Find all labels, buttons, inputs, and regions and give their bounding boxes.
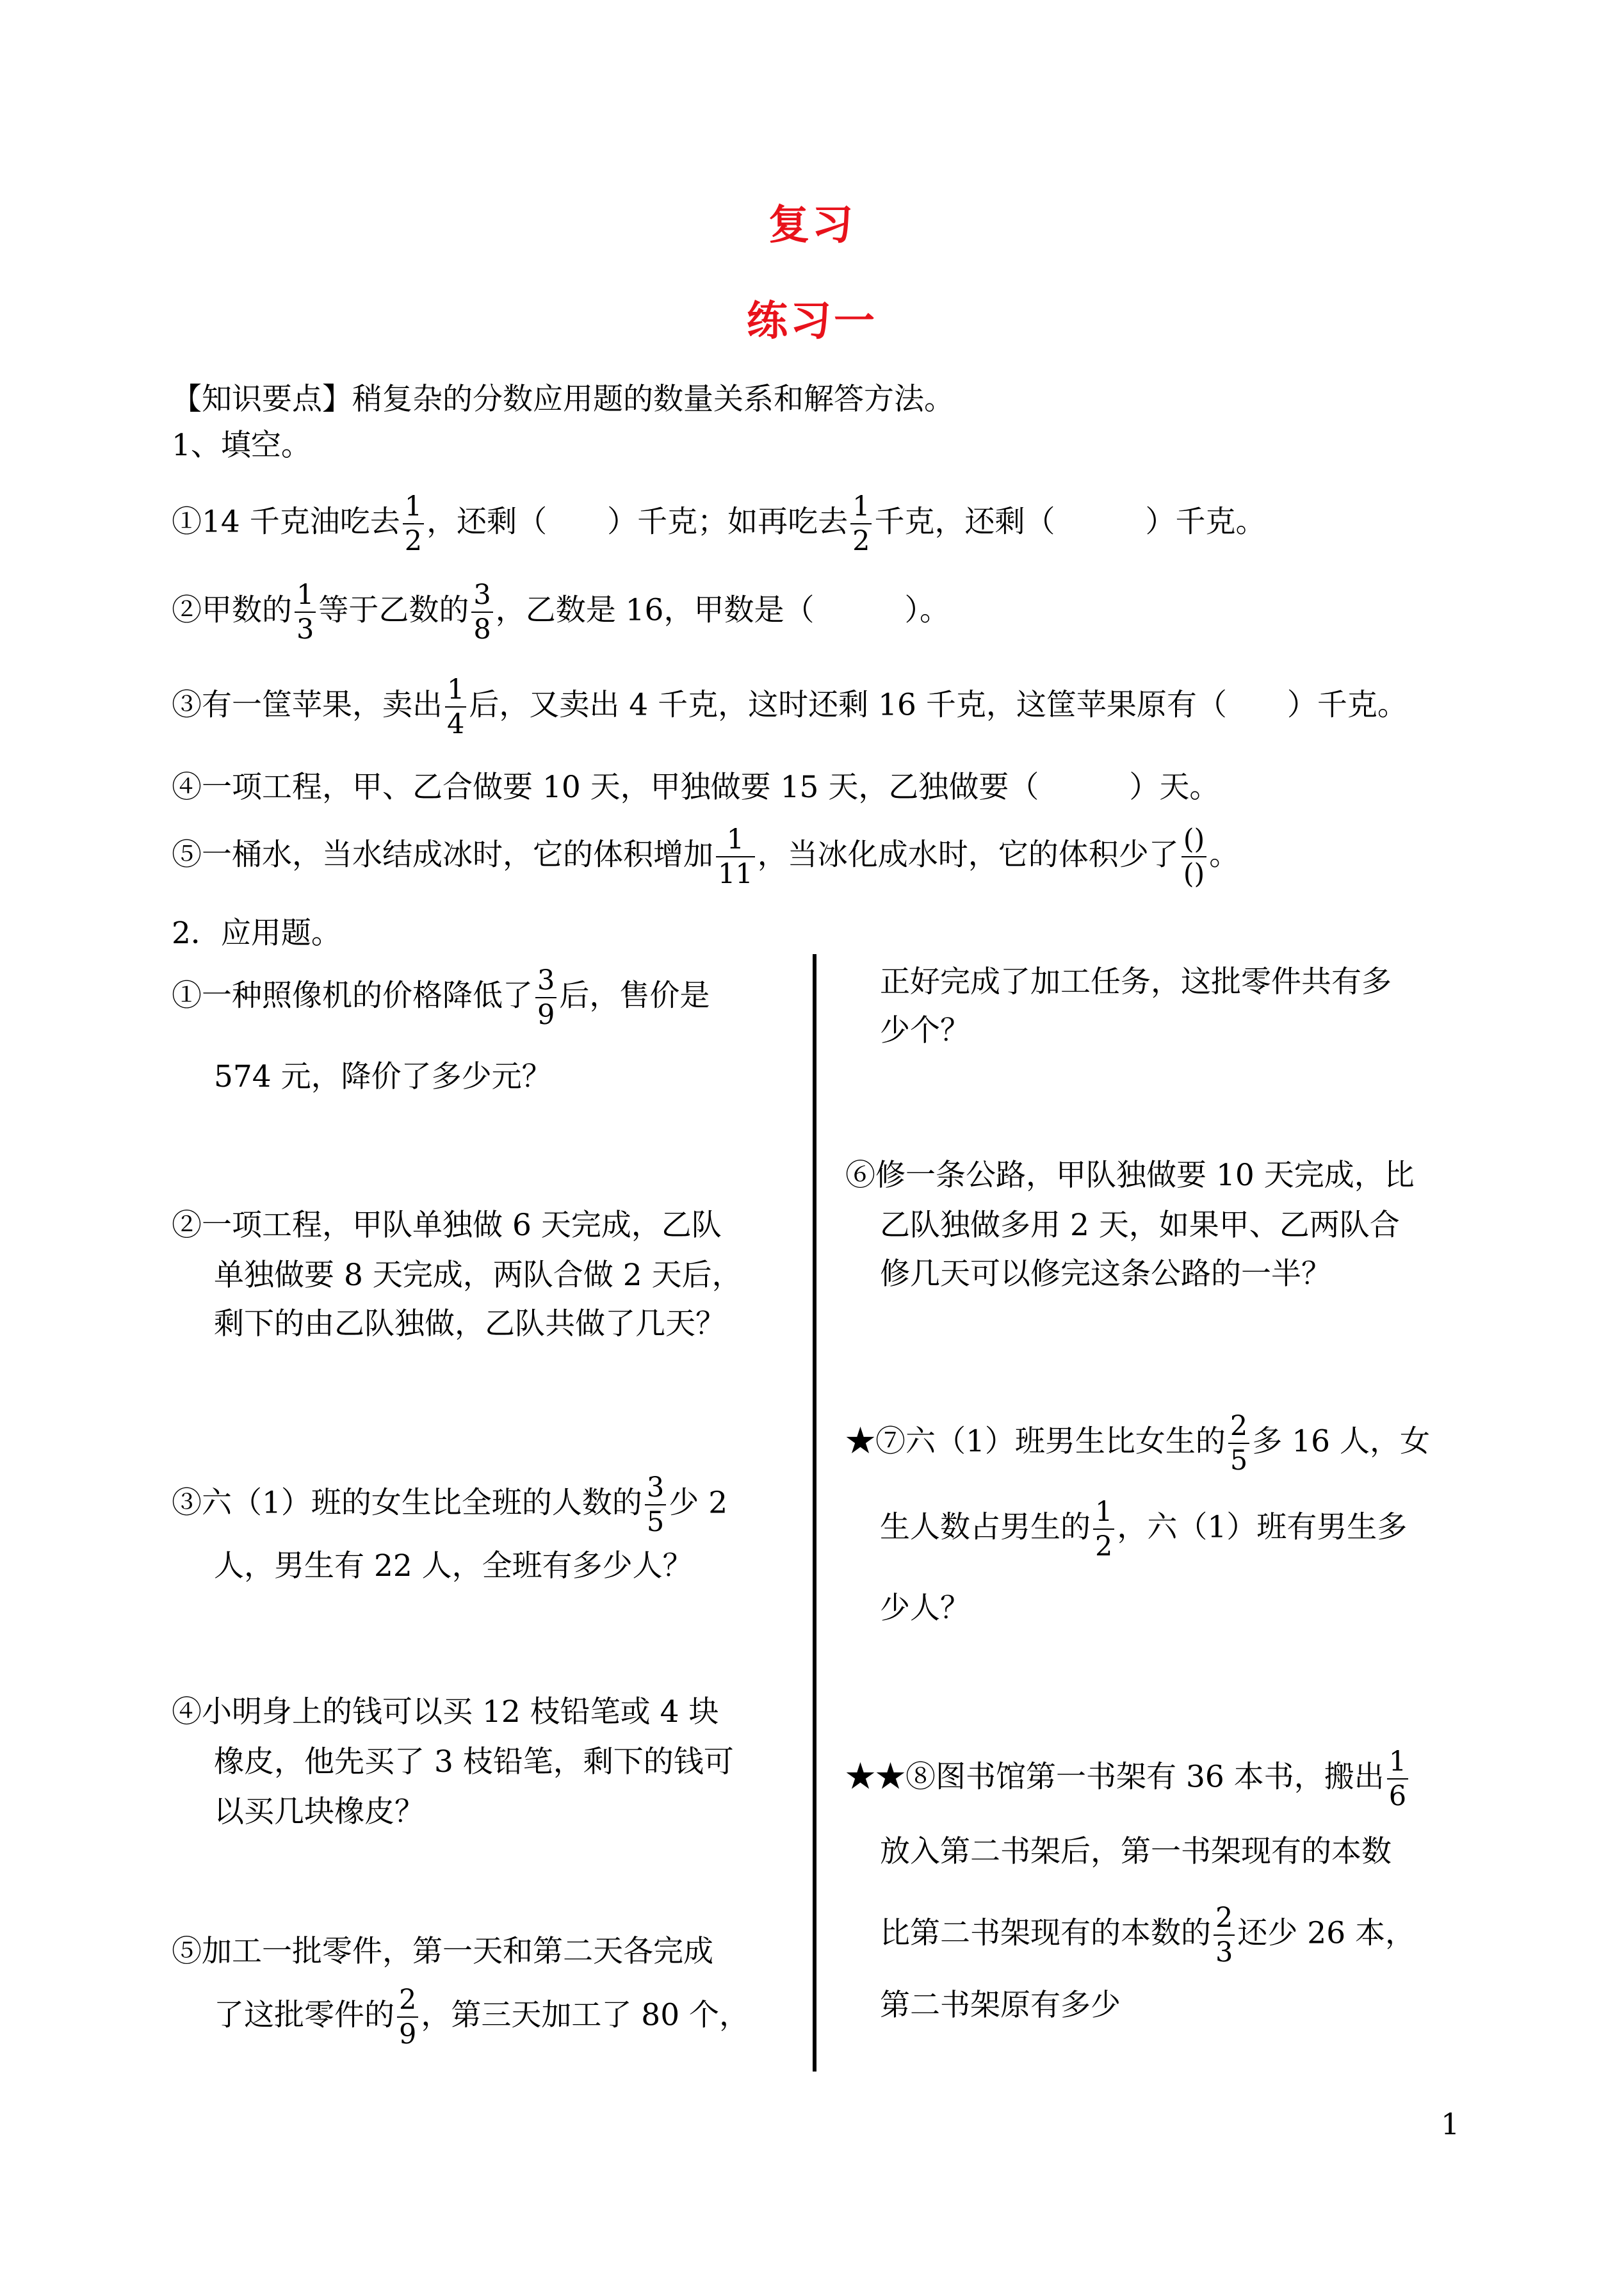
fraction: $\frac{1}{2}$ (1093, 1498, 1114, 1561)
column-divider (813, 954, 816, 2072)
section1-heading: 1、填空。 (172, 428, 311, 463)
problem-8-line4: 第二书架原有多少 (880, 1988, 1121, 2023)
knowledge-point: 【知识要点】稍复杂的分数应用题的数量关系和解答方法。 (172, 382, 954, 417)
fraction: $\frac{3}{8}$ (471, 581, 492, 644)
problem-2-line2: 单独做要 8 天完成，两队合做 2 天后， (214, 1258, 742, 1293)
fraction: $\frac{2}{5}$ (1228, 1413, 1249, 1475)
problem-4-line2: 橡皮，他先买了 3 枝铅笔，剩下的钱可 (214, 1744, 734, 1780)
problem-5-line1: ⑤加工一批零件，第一天和第二天各完成 (172, 1934, 713, 1969)
fraction: $\frac{3}{5}$ (645, 1474, 666, 1536)
problem-8-line1: ★★⑧图书馆第一书架有 36 本书，搬出 $\frac{1}{6}$ (845, 1748, 1411, 1810)
fill-q3: ③有一筐苹果，卖出 $\frac{1}{4}$ 后，又卖出 4 千克，这时还剩 16 千克，这筐苹果原有（ ）千克。 (172, 674, 1408, 740)
problem-5-line4: 少个？ (880, 1013, 970, 1048)
problem-8-line3: 比第二书架现有的本数的 $\frac{2}{3}$ 还少 26 本， (880, 1902, 1416, 1968)
problem-6-line1: ⑥修一条公路，甲队独做要 10 天完成，比 (845, 1158, 1415, 1193)
problem-8-line2: 放入第二书架后，第一书架现有的本数 (880, 1834, 1392, 1869)
problem-6-line2: 乙队独做多用 2 天，如果甲、乙两队合 (880, 1208, 1400, 1243)
section2-heading: 2．应用题。 (172, 916, 341, 951)
fraction: $\frac{3}{9}$ (535, 967, 556, 1029)
page-subtitle: 练习一 (747, 297, 877, 345)
fraction: $\frac{1}{2}$ (403, 493, 424, 555)
fraction: $\frac{2}{3}$ (1214, 1904, 1235, 1967)
page-number: 1 (1441, 2107, 1460, 2141)
fraction: $\frac{1}{11}$ (716, 826, 755, 888)
problem-4-line1: ④小明身上的钱可以买 12 枝铅笔或 4 块 (172, 1694, 719, 1730)
fill-q4: ④一项工程，甲、乙合做要 10 天，甲独做要 15 天，乙独做要（ ）天。 (172, 770, 1220, 805)
fraction: $\frac{()}{()}$ (1181, 826, 1207, 888)
problem-2-line1: ②一项工程，甲队单独做 6 天完成，乙队 (172, 1208, 722, 1243)
problem-1-line1: ①一种照像机的价格降低了 $\frac{3}{9}$ 后，售价是 (172, 964, 710, 1031)
fraction: $\frac{1}{4}$ (445, 676, 466, 738)
fraction: $\frac{2}{9}$ (397, 1986, 418, 2048)
fraction: $\frac{1}{3}$ (295, 581, 316, 644)
problem-7-line2: 生人数占男生的 $\frac{1}{2}$ ，六（1）班有男生多 (880, 1496, 1408, 1562)
problem-7-line1: ★⑦六（1）班男生比女生的 $\frac{2}{5}$ 多 16 人，女 (845, 1410, 1430, 1477)
problem-3-line2: 人，男生有 22 人，全班有多少人？ (214, 1548, 693, 1584)
problem-5-line3: 正好完成了加工任务，这批零件共有多 (880, 964, 1392, 1000)
page-title: 复习 (768, 201, 856, 249)
fill-q2: ②甲数的 $\frac{1}{3}$ 等于乙数的 $\frac{3}{8}$ ，乙数是 16，甲数是（ ）。 (172, 579, 950, 645)
problem-5-line2: 了这批零件的 $\frac{2}{9}$ ，第三天加工了 80 个， (214, 1984, 750, 2050)
fraction: $\frac{1}{2}$ (850, 493, 872, 555)
fill-q5: ⑤一桶水，当水结成冰时，它的体积增加 $\frac{1}{11}$ ，当冰化成水时，它的体积少了 $\frac{()}{()}$ 。 (172, 823, 1240, 890)
problem-6-line3: 修几天可以修完这条公路的一半？ (880, 1256, 1331, 1292)
problem-4-line3: 以买几块橡皮？ (214, 1794, 425, 1829)
problem-7-line3: 少人？ (880, 1591, 970, 1626)
problem-2-line3: 剩下的由乙队独做，乙队共做了几天？ (214, 1306, 726, 1342)
problem-3-line1: ③六（1）班的女生比全班的人数的 $\frac{3}{5}$ 少 2 (172, 1472, 728, 1538)
fraction: $\frac{1}{6}$ (1387, 1748, 1408, 1810)
fill-q1: ①14 千克油吃去 $\frac{1}{2}$ ，还剩（ ）千克；如再吃去 $\frac{1}{2}$ 千克，还剩（ ）千克。 (172, 491, 1266, 557)
problem-1-line2: 574 元，降价了多少元？ (214, 1059, 552, 1094)
